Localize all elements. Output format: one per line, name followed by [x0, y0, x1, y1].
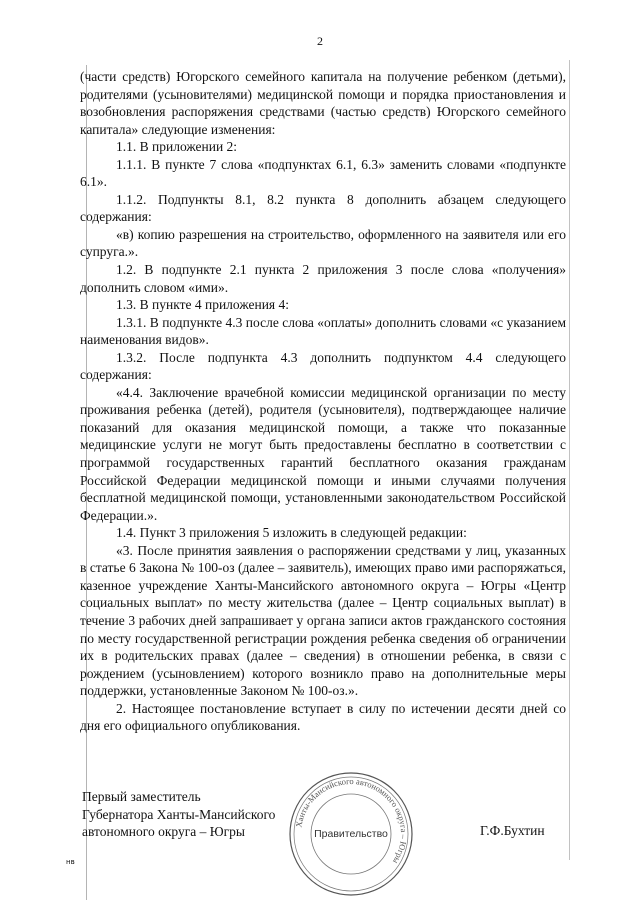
- signature-block: [82, 788, 275, 841]
- official-seal-stamp: [287, 770, 415, 898]
- signer-name: Г.Ф.Бухтин: [480, 823, 545, 838]
- paragraph: «3. После принятия заявления о распоряжении средствами у лиц, указанных в статье 6 Закона № 100-оз (далее – заявитель), имеющих право ими распоряжаться, казенное учреждение Ханты-Мансийского автономного округа – Югры «Центр социальных выплат» по месту жительства (далее – Центр социальных выплат) в течение 3 рабочих дней запрашивает у органа записи актов гражданского состояния по месту государственной регистрации рождения ребенка сведения об ограничении их в родительских правах (далее – сведения) в отношении ребенка, в связи с рождением (усыновлением) которого возникло право на дополнительные меры поддержки, установленные Законом № 100-оз.».: [80, 542, 566, 699]
- paragraph: 1.3.1. В подпункте 4.3 после слова «оплаты» дополнить словами «с указанием наименования видов».: [80, 314, 566, 348]
- paragraph: 2. Настоящее постановление вступает в силу по истечении десяти дней со дня его официального опубликования.: [80, 700, 566, 734]
- paragraph: «в) копию разрешения на строительство, оформленного на заявителя или его супруга.».: [80, 226, 566, 260]
- stamp-ring-text: Ханты-Мансийского автономного округа – Югры: [293, 775, 410, 866]
- paragraph: 1.3. В пункте 4 приложения 4:: [116, 297, 290, 313]
- document-body: [80, 68, 566, 735]
- paragraph: «4.4. Заключение врачебной комиссии медицинской организации по месту проживания ребенка (детей), родителя (усыновителя), подтверждающее наличие показаний для оказания медицинской помощи, а также что показанные медицинские услуги не могут быть предоставлены бесплатно в соответствии с программой государственных гарантий бесплатного оказания гражданам Российской Федерации медицинской помощи и иными случаями получения бесплатной медицинской помощи, установленными законодательством Российской Федерации.».: [80, 384, 566, 523]
- paragraph: 1.2. В подпункте 2.1 пункта 2 приложения 3 после слова «получения» дополнить словом «ими».: [80, 262, 566, 295]
- signer-title-line: Первый заместитель: [82, 789, 201, 804]
- signer-title-line: автономного округа – Югры: [82, 824, 245, 839]
- paragraph: 1.3.2. После подпункта 4.3 дополнить подпунктом 4.4 следующего содержания:: [80, 349, 566, 383]
- signer-title-line: Губернатора Ханты-Мансийского: [82, 806, 276, 822]
- footer-initials: нв: [66, 858, 75, 866]
- scan-fold-line-right: [569, 60, 570, 860]
- paragraph: 1.1. В приложении 2:: [116, 139, 238, 155]
- paragraph: 1.1.1. В пункте 7 слова «подпунктах 6.1, 6.3» заменить словами «подпункте 6.1».: [80, 156, 566, 190]
- stamp-center-text: Правительство: [314, 828, 388, 840]
- paragraph: 1.4. Пункт 3 приложения 5 изложить в следующей редакции:: [116, 525, 467, 541]
- page-number: 2: [317, 34, 323, 48]
- paragraph: (части средств) Югорского семейного капитала на получение ребенком (детьми), родителями (усыновителями) медицинской помощи и порядка приостановления и возобновления распоряжения средствами (частью средств) Югорского семейного капитала» следующие изменения:: [80, 69, 566, 137]
- paragraph: 1.1.2. Подпункты 8.1, 8.2 пункта 8 дополнить абзацем следующего содержания:: [80, 191, 566, 225]
